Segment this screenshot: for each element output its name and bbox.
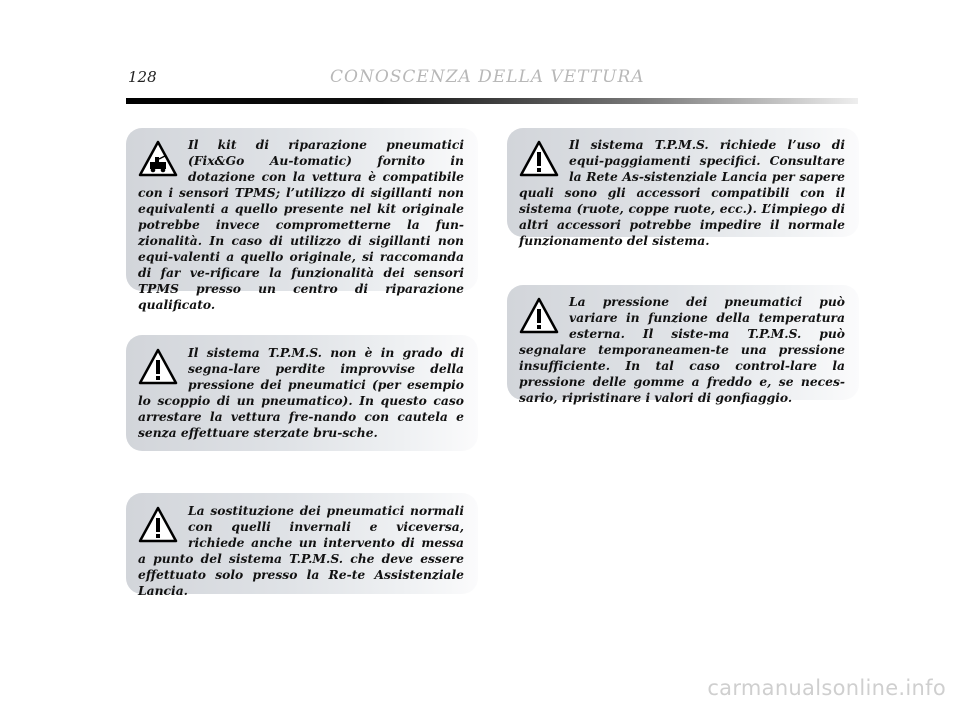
watermark: carmanualsonline.info xyxy=(707,676,946,700)
warning-note-sudden-loss xyxy=(126,335,478,451)
note-text: La pressione dei pneumatici può variare in funzione della temperatura esterna. Il siste-ma T.P.M.S. può segnalare temporaneamen-te una pressione insufficiente. In tal caso control-lare la pressione delle gomme a freddo e, se neces-sario, ripristinare i valori di gonfiaggio. xyxy=(519,294,845,405)
header-rule xyxy=(126,98,858,104)
warning-note-temperature xyxy=(507,285,859,405)
warning-note-winter-tyres xyxy=(126,493,478,598)
note-text: Il sistema T.P.M.S. non è in grado di segna-lare perdite improvvise della pressione dei pneumatici (per esempio lo scoppio di un pneumatico). In questo caso arrestare la vettura fre-nando con cautela e senza effettuare sterzate bru-sche. xyxy=(138,345,464,440)
note-text: Il sistema T.P.M.S. richiede l’uso di equi-paggiamenti specifici. Consultare la Rete As-sistenziale Lancia per sapere quali sono gli accessori compatibili con il sistema (ruote, coppe ruote, ecc.). L’impiego di altri accessori potrebbe impedire il normale funzionamento del sistema. xyxy=(519,137,845,248)
warning-icon xyxy=(138,347,178,387)
note-text: La sostituzione dei pneumatici normali con quelli invernali e viceversa, richiede anche un intervento di messa a punto del sistema T.P.M.S. che deve essere effettuato solo presso la Re-te Assistenziale Lancia. xyxy=(138,503,464,598)
warning-note-specific-equipment xyxy=(507,128,859,248)
kit-warning-icon xyxy=(138,139,178,179)
warning-icon xyxy=(519,296,559,336)
warning-note-fixgo-kit xyxy=(126,128,478,312)
warning-icon xyxy=(519,139,559,179)
section-title: CONOSCENZA DELLA VETTURA xyxy=(330,67,645,87)
page-number: 128 xyxy=(128,68,157,86)
warning-icon xyxy=(138,505,178,545)
note-text: Il kit di riparazione pneumatici (Fix&Go Au-tomatic) fornito in dotazione con la vettura è compatibile con i sensori TPMS; l’utilizzo di sigillanti non equivalenti a quello presente nel kit originale potrebbe invece comprometterne la fun-zionalità. In caso di utilizzo di sigillanti non equi-valenti a quello originale, si raccomanda di far ve-rificare la funzionalità dei sensori TPMS presso un centro di riparazione qualificato. xyxy=(138,137,464,312)
